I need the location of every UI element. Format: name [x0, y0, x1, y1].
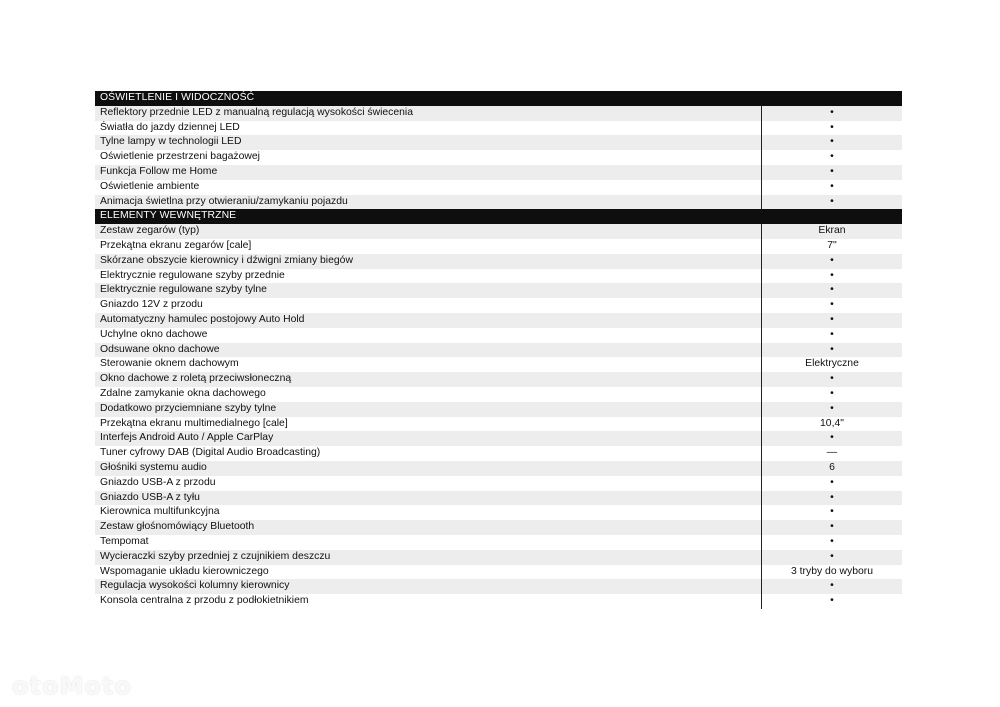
section-header-lighting	[95, 91, 902, 106]
feature-value: •	[761, 550, 902, 565]
section-header-interior	[95, 209, 902, 224]
feature-name: Dodatkowo przyciemniane szyby tylne	[100, 402, 277, 414]
table-row	[95, 520, 902, 535]
feature-value: •	[761, 165, 902, 180]
feature-value: •	[761, 135, 902, 150]
feature-value: 3 tryby do wyboru	[761, 565, 902, 580]
feature-name: Oświetlenie ambiente	[100, 180, 200, 192]
table-row	[95, 476, 902, 491]
feature-value: •	[761, 343, 902, 358]
feature-value: —	[761, 446, 902, 461]
feature-value: •	[761, 594, 902, 609]
feature-value: 7"	[761, 239, 902, 254]
feature-value: •	[761, 180, 902, 195]
feature-value: •	[761, 283, 902, 298]
feature-value: Elektryczne	[761, 357, 902, 372]
table-row	[95, 328, 902, 343]
feature-value: •	[761, 579, 902, 594]
feature-name: Sterowanie oknem dachowym	[100, 358, 239, 370]
table-row	[95, 461, 902, 476]
table-row	[95, 195, 902, 210]
feature-name: Tuner cyfrowy DAB (Digital Audio Broadcasting)	[100, 447, 321, 459]
table-row	[95, 180, 902, 195]
feature-name: Zestaw zegarów (typ)	[100, 225, 200, 237]
feature-name: Światła do jazdy dziennej LED	[100, 121, 240, 133]
table-row	[95, 402, 902, 417]
table-row	[95, 269, 902, 284]
spec-table	[95, 91, 902, 609]
feature-name: Głośniki systemu audio	[100, 461, 207, 473]
table-row	[95, 417, 902, 432]
table-row	[95, 224, 902, 239]
feature-name: Przekątna ekranu zegarów [cale]	[100, 239, 252, 251]
table-row	[95, 357, 902, 372]
feature-value: •	[761, 106, 902, 121]
feature-value: •	[761, 328, 902, 343]
table-row	[95, 165, 902, 180]
feature-value: •	[761, 535, 902, 550]
feature-name: Interfejs Android Auto / Apple CarPlay	[100, 432, 274, 444]
feature-name: Zdalne zamykanie okna dachowego	[100, 387, 266, 399]
table-row	[95, 343, 902, 358]
feature-name: Reflektory przednie LED z manualną regulacją wysokości świecenia	[100, 106, 414, 118]
feature-name: Elektrycznie regulowane szyby przednie	[100, 269, 285, 281]
feature-value: •	[761, 520, 902, 535]
feature-name: Tylne lampy w technologii LED	[100, 136, 242, 148]
feature-name: Kierownica multifunkcyjna	[100, 506, 220, 518]
table-row	[95, 135, 902, 150]
section-title: OŚWIETLENIE I WIDOCZNOŚĆ	[100, 92, 255, 103]
feature-name: Oświetlenie przestrzeni bagażowej	[100, 151, 260, 163]
feature-value: •	[761, 431, 902, 446]
feature-name: Wycieraczki szyby przedniej z czujnikiem deszczu	[100, 550, 331, 562]
feature-name: Gniazdo 12V z przodu	[100, 299, 203, 311]
feature-value: •	[761, 121, 902, 136]
feature-value: •	[761, 387, 902, 402]
feature-name: Elektrycznie regulowane szyby tylne	[100, 284, 267, 296]
table-row	[95, 239, 902, 254]
feature-name: Uchylne okno dachowe	[100, 328, 208, 340]
section-rows-lighting	[95, 106, 902, 210]
feature-value: •	[761, 298, 902, 313]
table-row	[95, 446, 902, 461]
feature-name: Animacja świetlna przy otwieraniu/zamykaniu pojazdu	[100, 195, 348, 207]
feature-value: •	[761, 195, 902, 210]
feature-name: Regulacja wysokości kolumny kierownicy	[100, 580, 290, 592]
table-row	[95, 254, 902, 269]
section-rows-interior	[95, 224, 902, 609]
feature-name: Skórzane obszycie kierownicy i dźwigni zmiany biegów	[100, 254, 353, 266]
feature-value: •	[761, 269, 902, 284]
table-row	[95, 550, 902, 565]
feature-value: •	[761, 491, 902, 506]
table-row	[95, 387, 902, 402]
table-row	[95, 565, 902, 580]
feature-value: •	[761, 505, 902, 520]
feature-name: Wspomaganie układu kierowniczego	[100, 565, 269, 577]
table-row	[95, 313, 902, 328]
feature-name: Okno dachowe z roletą przeciwsłoneczną	[100, 373, 292, 385]
feature-name: Gniazdo USB-A z przodu	[100, 476, 216, 488]
section-title: ELEMENTY WEWNĘTRZNE	[100, 210, 237, 222]
watermark-logo: otoMoto	[12, 672, 132, 700]
table-row	[95, 491, 902, 506]
feature-name: Odsuwane okno dachowe	[100, 343, 220, 355]
feature-name: Automatyczny hamulec postojowy Auto Hold	[100, 313, 305, 325]
feature-value: Ekran	[761, 224, 902, 239]
table-row	[95, 535, 902, 550]
feature-value: •	[761, 372, 902, 387]
feature-value: •	[761, 476, 902, 491]
feature-value: 6	[761, 461, 902, 476]
feature-value: •	[761, 402, 902, 417]
feature-name: Konsola centralna z przodu z podłokietnikiem	[100, 595, 309, 607]
feature-value: 10,4"	[761, 417, 902, 432]
table-row	[95, 594, 902, 609]
table-row	[95, 372, 902, 387]
table-row	[95, 150, 902, 165]
table-row	[95, 106, 902, 121]
feature-name: Funkcja Follow me Home	[100, 165, 218, 177]
table-row	[95, 298, 902, 313]
table-row	[95, 283, 902, 298]
feature-value: •	[761, 313, 902, 328]
feature-name: Gniazdo USB-A z tyłu	[100, 491, 200, 503]
feature-value: •	[761, 150, 902, 165]
table-row	[95, 505, 902, 520]
feature-name: Przekątna ekranu multimedialnego [cale]	[100, 417, 288, 429]
table-row	[95, 121, 902, 136]
feature-name: Zestaw głośnomówiący Bluetooth	[100, 521, 255, 533]
table-row	[95, 579, 902, 594]
feature-value: •	[761, 254, 902, 269]
table-row	[95, 431, 902, 446]
feature-name: Tempomat	[100, 535, 149, 547]
